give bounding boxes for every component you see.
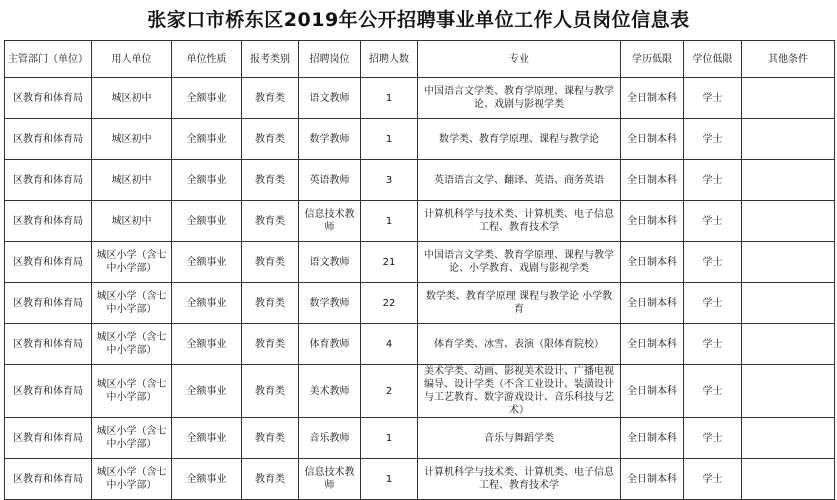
cell-min-degree: 学士 <box>684 283 742 324</box>
cell-min-education: 全日制本科 <box>621 242 684 283</box>
cell-min-education: 全日制本科 <box>621 119 684 160</box>
col-header-unit-type: 单位性质 <box>172 41 242 78</box>
cell-min-education: 全日制本科 <box>621 160 684 201</box>
cell-unit-type: 全额事业 <box>172 418 242 459</box>
cell-unit-type: 全额事业 <box>172 242 242 283</box>
col-header-min-degree: 学位低限 <box>684 41 742 78</box>
col-header-headcount: 招聘人数 <box>361 41 418 78</box>
cell-major: 中国语言文学类、教育学原理、课程与教学论、小学教育、戏剧与影视学类 <box>418 242 621 283</box>
cell-position: 体育教师 <box>299 324 361 365</box>
cell-position: 音乐教师 <box>299 418 361 459</box>
cell-headcount: 4 <box>361 324 418 365</box>
cell-department: 区教育和体育局 <box>5 78 92 119</box>
cell-employer: 城区初中 <box>92 160 172 201</box>
cell-department: 区教育和体育局 <box>5 365 92 418</box>
cell-employer: 城区初中 <box>92 201 172 242</box>
cell-other-conditions <box>742 418 835 459</box>
cell-headcount: 21 <box>361 242 418 283</box>
cell-min-education: 全日制本科 <box>621 324 684 365</box>
page-title: 张家口市桥东区2019年公开招聘事业单位工作人员岗位信息表 <box>147 9 690 31</box>
cell-headcount: 1 <box>361 459 418 500</box>
table-row <box>5 283 835 324</box>
cell-unit-type: 全额事业 <box>172 78 242 119</box>
cell-department: 区教育和体育局 <box>5 160 92 201</box>
cell-major: 计算机科学与技术类、计算机类、电子信息工程、教育技术学 <box>418 201 621 242</box>
cell-major: 数学类、教育学原理 课程与教学论 小学教育 <box>418 283 621 324</box>
col-header-other-conditions: 其他条件 <box>742 41 835 78</box>
col-header-exam-category: 报考类别 <box>242 41 299 78</box>
cell-min-education: 全日制本科 <box>621 418 684 459</box>
cell-min-degree: 学士 <box>684 324 742 365</box>
cell-position: 英语教师 <box>299 160 361 201</box>
cell-exam-category: 教育类 <box>242 283 299 324</box>
cell-min-degree: 学士 <box>684 242 742 283</box>
cell-exam-category: 教育类 <box>242 119 299 160</box>
cell-headcount: 1 <box>361 78 418 119</box>
cell-position: 信息技术教师 <box>299 201 361 242</box>
cell-other-conditions <box>742 365 835 418</box>
table-row <box>5 365 835 418</box>
cell-min-degree: 学士 <box>684 459 742 500</box>
cell-employer: 城区小学（含七中小学部） <box>92 324 172 365</box>
cell-position: 数学教师 <box>299 283 361 324</box>
col-header-employer: 用人单位 <box>92 41 172 78</box>
cell-exam-category: 教育类 <box>242 459 299 500</box>
cell-min-degree: 学士 <box>684 160 742 201</box>
cell-min-degree: 学士 <box>684 119 742 160</box>
cell-headcount: 2 <box>361 365 418 418</box>
cell-department: 区教育和体育局 <box>5 418 92 459</box>
cell-other-conditions <box>742 78 835 119</box>
cell-headcount: 3 <box>361 160 418 201</box>
cell-headcount: 1 <box>361 119 418 160</box>
table-row <box>5 78 835 119</box>
cell-employer: 城区初中 <box>92 78 172 119</box>
cell-major: 中国语言文学类、教育学原理、课程与教学论、戏剧与影视学类 <box>418 78 621 119</box>
cell-min-education: 全日制本科 <box>621 365 684 418</box>
table-row <box>5 160 835 201</box>
cell-department: 区教育和体育局 <box>5 324 92 365</box>
cell-unit-type: 全额事业 <box>172 160 242 201</box>
cell-other-conditions <box>742 160 835 201</box>
cell-min-education: 全日制本科 <box>621 201 684 242</box>
cell-unit-type: 全额事业 <box>172 365 242 418</box>
cell-min-degree: 学士 <box>684 201 742 242</box>
cell-position: 语文教师 <box>299 78 361 119</box>
cell-employer: 城区小学（含七中小学部） <box>92 283 172 324</box>
cell-other-conditions <box>742 119 835 160</box>
header-row <box>5 41 835 78</box>
cell-department: 区教育和体育局 <box>5 242 92 283</box>
cell-unit-type: 全额事业 <box>172 119 242 160</box>
job-info-table <box>4 40 835 500</box>
cell-min-degree: 学士 <box>684 418 742 459</box>
cell-employer: 城区小学（含七中小学部） <box>92 365 172 418</box>
cell-position: 语文教师 <box>299 242 361 283</box>
cell-other-conditions <box>742 283 835 324</box>
cell-min-education: 全日制本科 <box>621 459 684 500</box>
cell-headcount: 1 <box>361 201 418 242</box>
col-header-major: 专业 <box>418 41 621 78</box>
cell-headcount: 22 <box>361 283 418 324</box>
cell-major: 英语语言文学、翻译、英语、商务英语 <box>418 160 621 201</box>
cell-exam-category: 教育类 <box>242 160 299 201</box>
cell-unit-type: 全额事业 <box>172 324 242 365</box>
cell-employer: 城区初中 <box>92 119 172 160</box>
cell-other-conditions <box>742 242 835 283</box>
cell-major: 音乐与舞蹈学类 <box>418 418 621 459</box>
cell-other-conditions <box>742 459 835 500</box>
cell-department: 区教育和体育局 <box>5 201 92 242</box>
table-row <box>5 242 835 283</box>
table-row <box>5 119 835 160</box>
cell-unit-type: 全额事业 <box>172 283 242 324</box>
cell-exam-category: 教育类 <box>242 418 299 459</box>
cell-department: 区教育和体育局 <box>5 119 92 160</box>
cell-other-conditions <box>742 324 835 365</box>
table-row <box>5 418 835 459</box>
cell-position: 美术教师 <box>299 365 361 418</box>
cell-position: 数学教师 <box>299 119 361 160</box>
cell-employer: 城区小学（含七中小学部） <box>92 242 172 283</box>
cell-exam-category: 教育类 <box>242 201 299 242</box>
table-row <box>5 459 835 500</box>
cell-unit-type: 全额事业 <box>172 201 242 242</box>
cell-employer: 城区小学（含七中小学部） <box>92 418 172 459</box>
cell-major: 体育学类、冰雪、表演（限体育院校） <box>418 324 621 365</box>
cell-major: 美术学类、动画、影视美术设计、广播电视编导、设计学类（不含工业设计、装潢设计与工艺教育、数字游戏设计、音乐科技与艺术） <box>418 365 621 418</box>
cell-employer: 城区小学（含七中小学部） <box>92 459 172 500</box>
cell-min-education: 全日制本科 <box>621 283 684 324</box>
col-header-department: 主管部门（单位） <box>5 41 92 78</box>
cell-major: 数学类、教育学原理、课程与教学论 <box>418 119 621 160</box>
cell-department: 区教育和体育局 <box>5 459 92 500</box>
cell-position: 信息技术教师 <box>299 459 361 500</box>
cell-exam-category: 教育类 <box>242 324 299 365</box>
col-header-position: 招聘岗位 <box>299 41 361 78</box>
cell-other-conditions <box>742 201 835 242</box>
cell-department: 区教育和体育局 <box>5 283 92 324</box>
cell-exam-category: 教育类 <box>242 78 299 119</box>
table-row <box>5 201 835 242</box>
cell-min-degree: 学士 <box>684 365 742 418</box>
cell-unit-type: 全额事业 <box>172 459 242 500</box>
cell-min-education: 全日制本科 <box>621 78 684 119</box>
cell-headcount: 1 <box>361 418 418 459</box>
cell-exam-category: 教育类 <box>242 365 299 418</box>
col-header-min-education: 学历低限 <box>621 41 684 78</box>
cell-major: 计算机科学与技术类、计算机类、电子信息工程、教育技术学 <box>418 459 621 500</box>
cell-exam-category: 教育类 <box>242 242 299 283</box>
cell-min-degree: 学士 <box>684 78 742 119</box>
table-row <box>5 324 835 365</box>
